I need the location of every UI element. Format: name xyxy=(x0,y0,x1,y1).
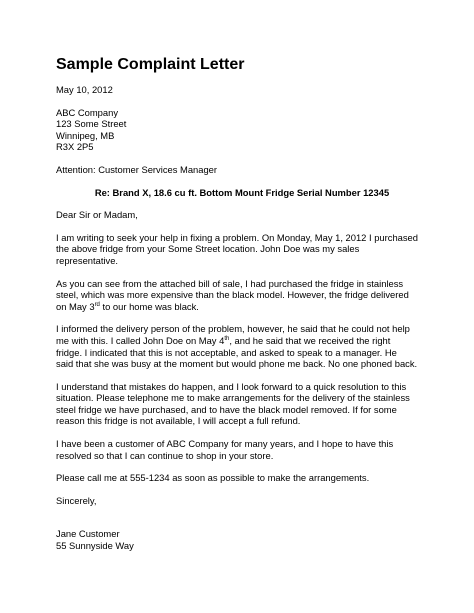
line-segment: on May 3 xyxy=(56,300,95,312)
recipient-street: 123 Some Street xyxy=(56,118,127,130)
recipient-city: Winnipeg, MB xyxy=(56,129,115,141)
closing-text: Sincerely, xyxy=(56,494,97,506)
ordinal-suffix: rd xyxy=(94,301,100,308)
sender-address: 55 Sunnyside Way xyxy=(56,540,134,552)
paragraph-3 xyxy=(56,323,428,369)
paragraph-line: As you can see from the attached bill of sale, I had purchased the fridge in stainless xyxy=(56,277,404,289)
subject-line: Re: Brand X, 18.6 cu ft. Bottom Mount Fridge Serial Number 12345 xyxy=(94,186,390,198)
paragraph-line: steel, which was more expensive than the black model. However, the fridge delivered xyxy=(56,289,409,301)
salutation-text: Dear Sir or Madam, xyxy=(56,209,138,221)
paragraph-line: said that she was busy at the moment but would phone me back. No one phoned back. xyxy=(56,358,418,370)
attention-line xyxy=(56,164,428,176)
line-segment: me with this. I called John Doe on May 4 xyxy=(56,334,225,346)
paragraph-4 xyxy=(56,381,428,427)
paragraph-line: Please call me at 555-1234 as soon as possible to make the arrangements. xyxy=(56,472,370,484)
ordinal-suffix: th xyxy=(224,335,230,342)
paragraph-line: I informed the delivery person of the problem, however, he said that he could not help xyxy=(56,323,410,335)
line-segment: , and he said that we received the right xyxy=(229,334,391,346)
attention-text: Attention: Customer Services Manager xyxy=(56,163,218,175)
paragraph-line: fridge. I indicated that this is not acceptable, and asked to speak to a manager. He xyxy=(56,346,397,358)
paragraph-line: reason this fridge is not available, I will accept a full refund. xyxy=(56,415,301,427)
paragraph-line: resolved so that I can continue to shop in your store. xyxy=(56,449,274,461)
sender-block xyxy=(56,528,428,551)
line-segment: to our home was black. xyxy=(99,300,199,312)
paragraph-line: I understand that mistakes do happen, and I look forward to a quick resolution to this xyxy=(56,380,407,392)
letter-date xyxy=(56,84,428,96)
salutation xyxy=(56,209,428,221)
paragraph-line xyxy=(56,301,428,313)
paragraph-2 xyxy=(56,278,428,313)
letter-title: Sample Complaint Letter xyxy=(56,56,245,73)
paragraph-line: situation. Please telephone me to make arrangements for the delivery of the stainless xyxy=(56,392,410,404)
recipient-company: ABC Company xyxy=(56,106,119,118)
paragraph-line: the above fridge from your Some Street location. John Doe was my sales xyxy=(56,243,360,255)
paragraph-1 xyxy=(56,232,428,267)
paragraph-line xyxy=(56,335,428,347)
paragraph-line: I have been a customer of ABC Company for many years, and I hope to have this xyxy=(56,438,394,450)
letter-page xyxy=(56,56,428,563)
date-text: May 10, 2012 xyxy=(56,84,113,95)
recipient-postal: R3X 2P5 xyxy=(56,141,94,153)
paragraph-line: steel fridge we have purchased, and to have the black model removed. If for some xyxy=(56,403,397,415)
paragraph-line: I am writing to seek your help in fixing a problem. On Monday, May 1, 2012 I purchased xyxy=(56,231,418,243)
paragraph-6 xyxy=(56,472,428,484)
recipient-address xyxy=(56,107,428,153)
paragraph-5 xyxy=(56,438,428,461)
paragraph-line: representative. xyxy=(56,254,119,266)
sender-name: Jane Customer xyxy=(56,528,120,540)
closing xyxy=(56,495,428,507)
